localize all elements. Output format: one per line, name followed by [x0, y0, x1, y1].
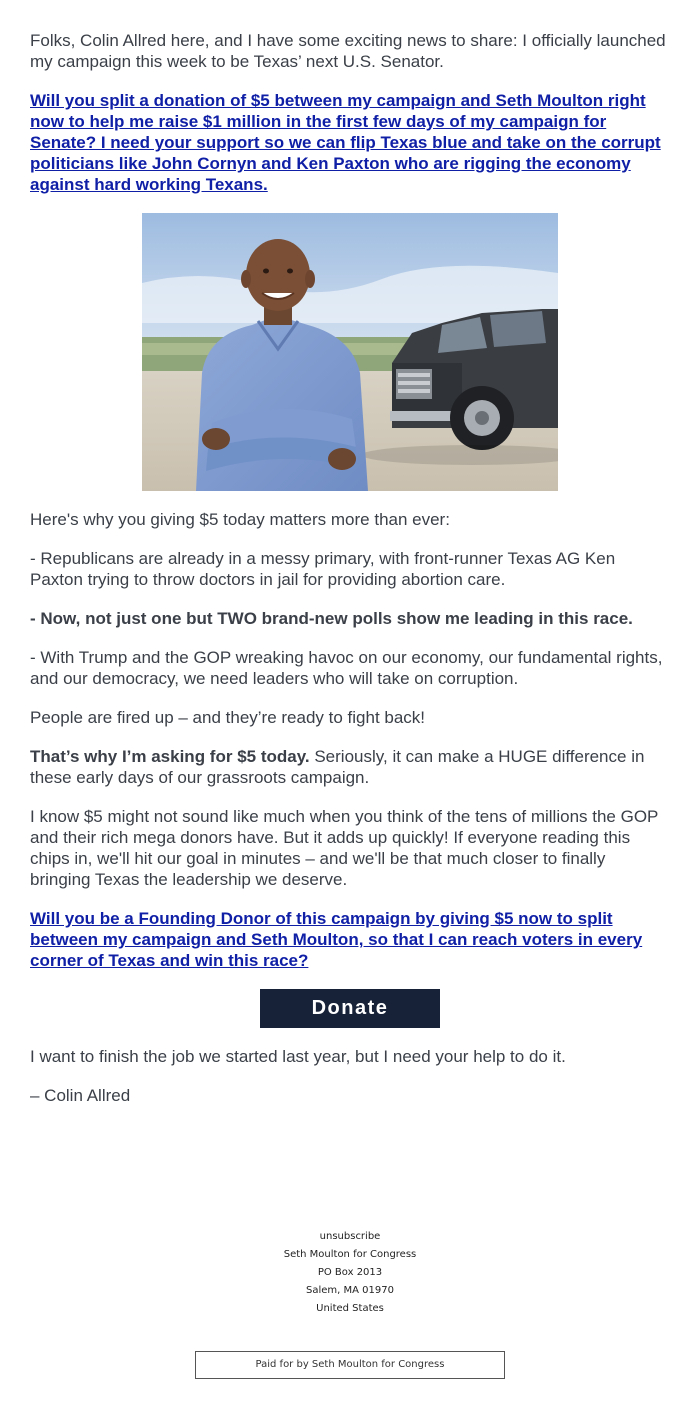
footer-org: Seth Moulton for Congress: [283, 1249, 417, 1260]
ask-rest: Seriously, it can make a HUGE difference in these early days of our grassroots campaign.: [30, 747, 645, 787]
ask-paragraph: [30, 746, 670, 788]
paid-for-disclaimer: Paid for by Seth Moulton for Congress: [195, 1351, 505, 1379]
donate-button-container: [30, 989, 670, 1028]
unsubscribe-link[interactable]: unsubscribe: [319, 1231, 381, 1242]
email-body: [30, 30, 670, 1124]
intro-paragraph: Folks, Colin Allred here, and I have some exciting news to share: I officially launched my campaign this week to be Texas’ next U.S. Senator.: [30, 31, 666, 71]
footer: [0, 1228, 700, 1318]
footer-po-box: PO Box 2013: [317, 1267, 383, 1278]
footer-country: United States: [316, 1303, 384, 1314]
bullet-corruption: - With Trump and the GOP wreaking havoc on our economy, our fundamental rights, and our democracy, we need leaders who will take on corruption.: [30, 648, 663, 688]
campaign-photo[interactable]: [142, 213, 558, 491]
footer-city: Salem, MA 01970: [306, 1285, 394, 1296]
bullet-polls: - Now, not just one but TWO brand-new polls show me leading in this race.: [30, 609, 633, 628]
bullet-primary: - Republicans are already in a messy primary, with front-runner Texas AG Ken Paxton trying to throw doctors in jail for providing abortion care.: [30, 549, 616, 589]
fired-up-text: People are fired up – and they’re ready to fight back!: [30, 708, 426, 727]
why-intro: Here's why you giving $5 today matters more than ever:: [30, 510, 450, 529]
ask-bold: That’s why I’m asking for $5 today.: [30, 747, 310, 766]
adds-up-paragraph: I know $5 might not sound like much when you think of the tens of millions the GOP and their rich mega donors have. But it adds up quickly! If everyone reading this chips in, we'll hit our goal in minutes – and we'll be that much closer to finally bringing Texas the leadership we deserve.: [30, 807, 659, 889]
donate-button[interactable]: Donate: [260, 989, 440, 1028]
finish-paragraph: I want to finish the job we started last year, but I need your help to do it.: [30, 1047, 566, 1066]
signoff: – Colin Allred: [30, 1086, 131, 1105]
donate-link-top[interactable]: Will you split a donation of $5 between my campaign and Seth Moulton right now to help me raise $1 million in the first few days of my campaign for Senate? I need your support so we can flip Texas blue and take on the corrupt politicians like John Cornyn and Ken Paxton who are rigging the economy against hard working Texans.: [30, 91, 661, 194]
donate-link-bottom[interactable]: Will you be a Founding Donor of this campaign by giving $5 now to split between my campaign and Seth Moulton, so that I can reach voters in every corner of Texas and win this race?: [30, 909, 643, 970]
